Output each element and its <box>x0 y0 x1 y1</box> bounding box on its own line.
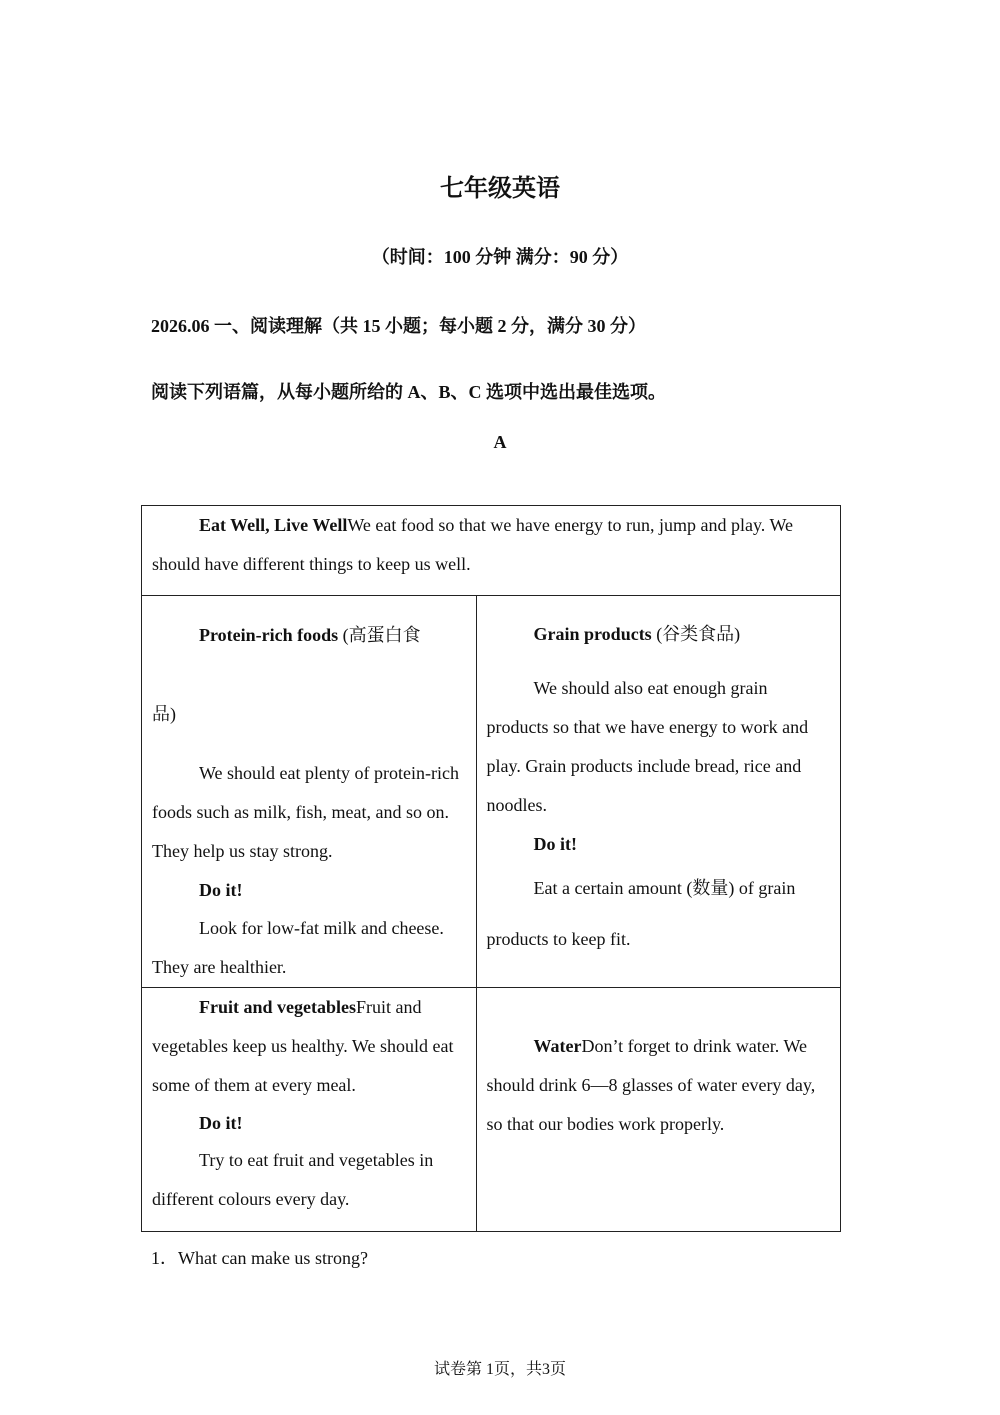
protein-heading-cn: (高蛋白食 <box>338 625 421 645</box>
fruit-heading: Fruit and vegetables <box>199 997 356 1017</box>
protein-text: We should eat plenty of protein-rich foods such as milk, fish, meat, and so on. They help us stay strong. <box>152 763 459 861</box>
page-footer: 试卷第 1页，共3页 <box>433 1361 566 1378</box>
protein-cell <box>142 596 477 988</box>
grain-heading: Grain products <box>533 624 652 644</box>
grain-doit-text: Eat a certain amount (数量) of grain products to keep fit. <box>486 878 796 949</box>
intro-paragraph <box>152 506 830 584</box>
protein-heading-cn-2: 品) <box>152 704 176 724</box>
intro-cell <box>142 506 841 596</box>
fruit-cell <box>142 988 477 1232</box>
fruit-paragraph <box>152 988 466 1105</box>
grain-cell <box>476 596 841 988</box>
table-row <box>142 988 841 1232</box>
passage-label: A <box>493 432 507 452</box>
table-row <box>142 506 841 596</box>
water-paragraph <box>487 1027 831 1144</box>
protein-heading-line <box>152 596 466 675</box>
water-heading: Water <box>533 1036 582 1056</box>
nutrition-table <box>141 505 841 1232</box>
question-1: 1．What can make us strong? <box>151 1248 368 1268</box>
protein-heading: Protein-rich foods <box>199 625 339 645</box>
exam-time-score: （时间：100 分钟 满分：90 分） <box>371 247 629 267</box>
exam-title: 七年级英语 <box>440 174 560 202</box>
protein-doit-text: Look for low-fat milk and cheese. They are healthier. <box>152 918 444 977</box>
fruit-doit-text: Try to eat fruit and vegetables in different colours every day. <box>152 1150 434 1209</box>
intro-text: We eat food so that we have energy to run, jump and play. We should have different things to keep us well. <box>152 515 793 574</box>
protein-doit-label: Do it! <box>199 880 243 900</box>
water-cell <box>476 988 841 1232</box>
grain-text: We should also eat enough grain products so that we have energy to work and play. Grain products include bread, rice and noodles. <box>486 678 809 815</box>
intro-heading: Eat Well, Live Well <box>199 515 348 535</box>
grain-doit-label: Do it! <box>533 834 577 854</box>
table-row <box>142 596 841 988</box>
fruit-doit-label: Do it! <box>199 1113 243 1133</box>
section-heading: 2026.06 一、阅读理解（共 15 小题；每小题 2 分，满分 30 分） <box>151 316 646 336</box>
water-text: Don’t forget to drink water. We should drink 6—8 glasses of water every day, so that our bodies work properly. <box>486 1036 816 1134</box>
instructions: 阅读下列语篇，从每小题所给的 A、B、C 选项中选出最佳选项。 <box>151 382 667 402</box>
grain-heading-cn: (谷类食品) <box>651 624 741 644</box>
fruit-text: Fruit and vegetables keep us healthy. We should eat some of them at every meal. <box>152 997 454 1095</box>
grain-heading-line <box>487 615 831 654</box>
